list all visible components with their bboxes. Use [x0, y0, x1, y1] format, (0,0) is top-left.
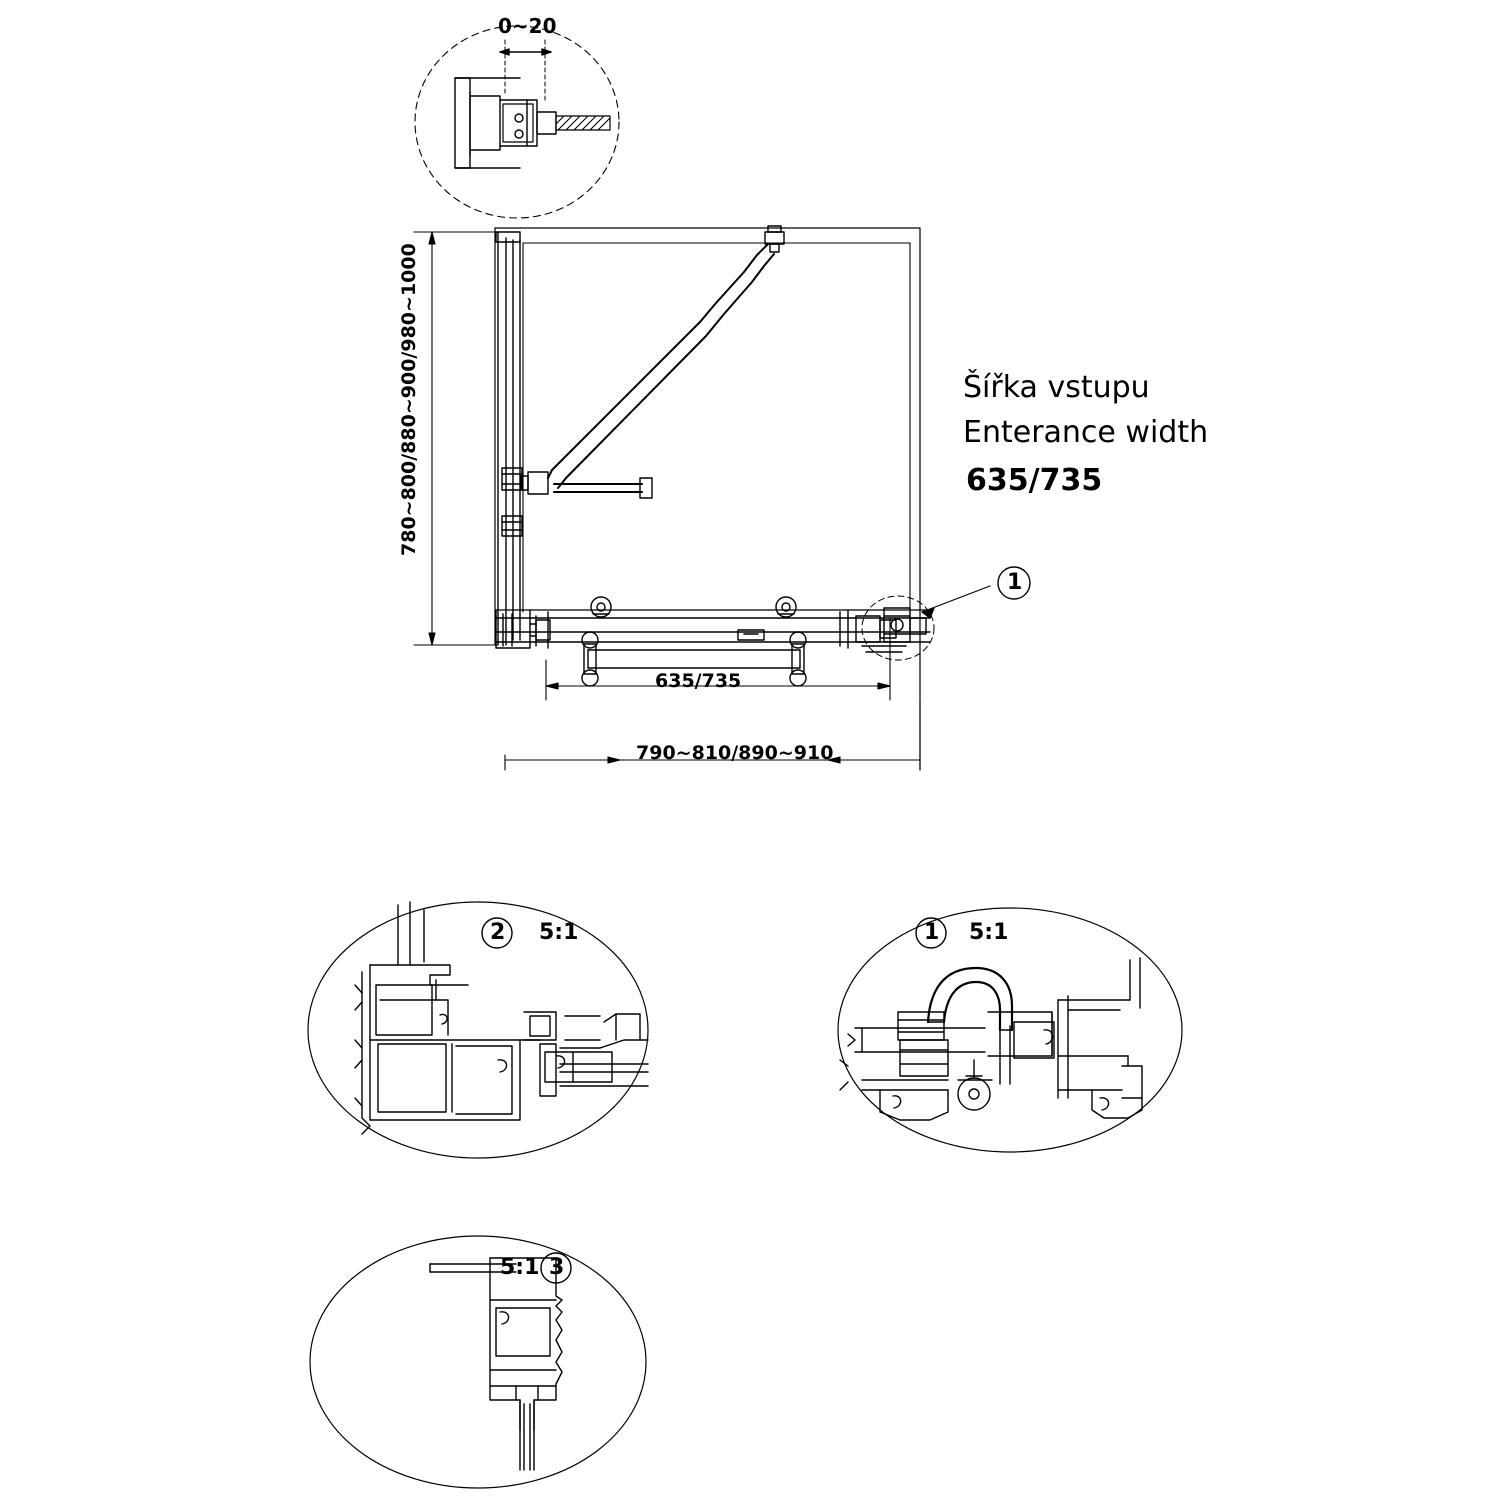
note-entrance-width-cs: Šířka vstupu	[963, 370, 1150, 405]
rollers	[591, 597, 796, 617]
right-bottom-fitting	[840, 608, 926, 652]
detail-2-bubble	[308, 902, 648, 1158]
scale-detail-3: 5:1	[500, 1255, 540, 1280]
dim-top-detail: 0~20	[498, 14, 557, 38]
dim-overall-width: 790~810/890~910	[636, 742, 834, 764]
detail-1-bubble	[838, 908, 1182, 1152]
balloon-detail-3: 3	[549, 1255, 565, 1280]
balloon-detail-2: 2	[490, 920, 506, 945]
detail-3-bubble	[310, 1236, 646, 1488]
scale-detail-2: 5:1	[539, 920, 579, 945]
main-elevation	[495, 226, 1030, 770]
note-entrance-width-en: Enterance width	[963, 415, 1209, 450]
dim-inner-width: 635/735	[655, 670, 742, 692]
top-detail-bubble	[415, 26, 619, 218]
note-entrance-width-value: 635/735	[966, 463, 1103, 498]
balloon-main-1: 1	[1007, 570, 1023, 595]
balloon-detail-1: 1	[924, 920, 940, 945]
scale-detail-1: 5:1	[969, 920, 1009, 945]
detail-balloons	[482, 918, 946, 1283]
dim-height-stack: 780~800/880~900/980~1000	[398, 243, 420, 556]
